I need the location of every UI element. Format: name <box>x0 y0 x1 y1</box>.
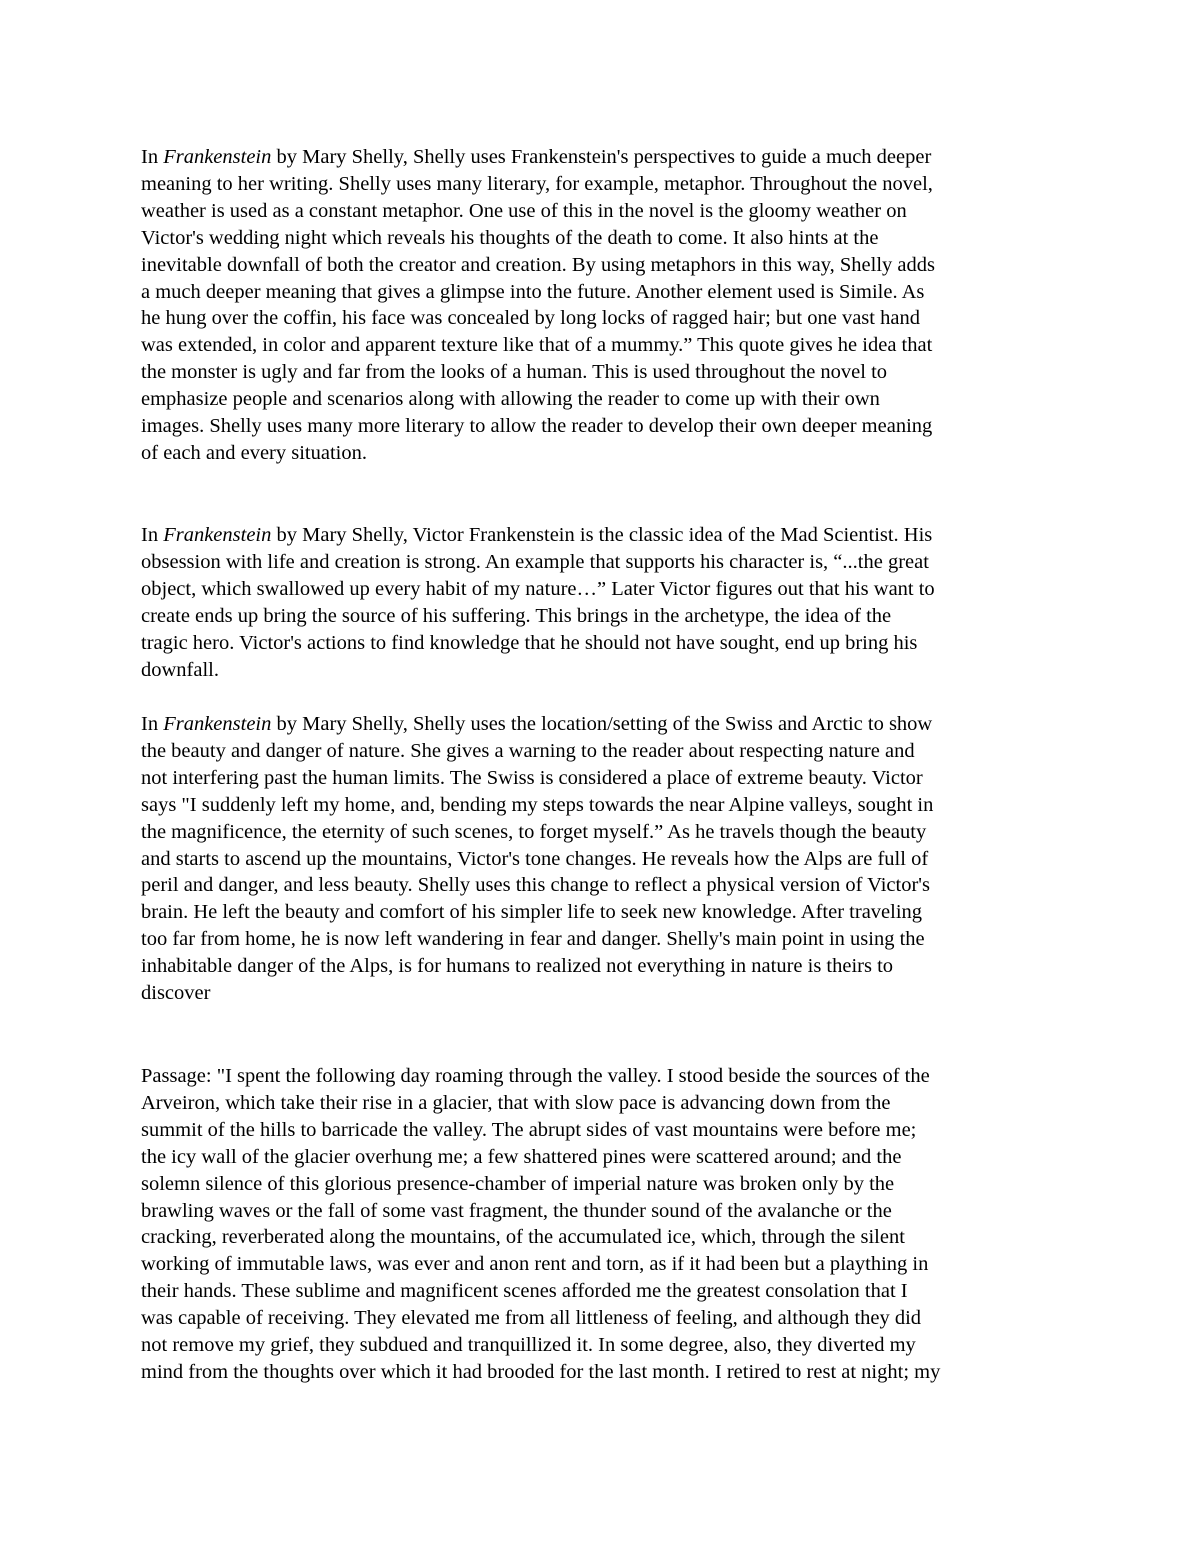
book-title: Frankenstein <box>163 146 272 168</box>
text-line: images. Shelly uses many more literary to allow the reader to develop their own deeper meaning <box>141 415 933 438</box>
text-line: tragic hero. Victor's actions to find knowledge that he should not have sought, end up bring his <box>141 631 918 654</box>
lead-text: In <box>141 146 164 168</box>
text-line: was capable of receiving. They elevated me from all littleness of feeling, and although they did <box>141 1307 922 1330</box>
text-line: not remove my grief, they subdued and tranquillized it. In some degree, also, they diverted my <box>141 1334 916 1357</box>
line-text: by Mary Shelly, Shelly uses Frankenstein's perspectives to guide a much deeper <box>271 146 932 168</box>
text-line: Passage: "I spent the following day roaming through the valley. I stood beside the sources of the <box>141 1065 930 1087</box>
text-line: meaning to her writing. Shelly uses many literary, for example, metaphor. Throughout the novel, <box>141 172 933 195</box>
text-line: downfall. <box>141 658 219 681</box>
text-line: create ends up bring the source of his suffering. This brings in the archetype, the idea of the <box>141 604 892 627</box>
text-line: Arveiron, which take their rise in a glacier, that with slow pace is advancing down from the <box>141 1091 891 1114</box>
text-line: emphasize people and scenarios along with allowing the reader to come up with their own <box>141 388 880 411</box>
text-line: cracking, reverberated along the mountains, of the accumulated ice, which, through the silent <box>141 1226 905 1249</box>
text-line: of each and every situation. <box>141 441 367 464</box>
text-line: he hung over the coffin, his face was concealed by long locks of ragged hair; but one vast hand <box>141 307 920 330</box>
text-line: the icy wall of the glacier overhung me; a few shattered pines were scattered around; and the <box>141 1145 902 1168</box>
text-line: and starts to ascend up the mountains, Victor's tone changes. He reveals how the Alps are full of <box>141 847 929 870</box>
paragraph-passage <box>141 1063 1053 1386</box>
text-line: the magnificence, the eternity of such scenes, to forget myself.” As he travels though the beauty <box>141 820 927 843</box>
text-line: peril and danger, and less beauty. Shelly uses this change to reflect a physical version of Victor's <box>141 874 930 897</box>
line-text: by Mary Shelly, Shelly uses the location/setting of the Swiss and Arctic to show <box>271 713 933 735</box>
text-line: obsession with life and creation is strong. An example that supports his character is, “...the great <box>141 550 929 573</box>
text-line: was extended, in color and apparent texture like that of a mummy.” This quote gives he idea that <box>141 334 933 357</box>
text-line: the beauty and danger of nature. She gives a warning to the reader about respecting nature and <box>141 739 915 762</box>
text-line <box>141 711 1053 738</box>
text-line <box>141 522 1053 549</box>
text-line: working of immutable laws, was ever and anon rent and torn, as if it had been but a plaything in <box>141 1253 929 1276</box>
paragraph-metaphor <box>141 144 1053 467</box>
text-line: object, which swallowed up every habit of my nature…” Later Victor figures out that his want to <box>141 577 935 600</box>
text-line <box>141 144 1053 171</box>
text-line: discover <box>141 982 211 1005</box>
text-line: a much deeper meaning that gives a glimpse into the future. Another element used is Simile. As <box>141 280 925 303</box>
text-line: Victor's wedding night which reveals his thoughts of the death to come. It also hints at the <box>141 226 879 249</box>
book-title: Frankenstein <box>163 713 272 735</box>
text-line: the monster is ugly and far from the looks of a human. This is used throughout the novel to <box>141 361 888 384</box>
line-text: by Mary Shelly, Victor Frankenstein is the classic idea of the Mad Scientist. His <box>271 524 933 546</box>
lead-text: In <box>141 524 164 546</box>
paragraph-setting <box>141 711 1053 1007</box>
text-line: weather is used as a constant metaphor. One use of this in the novel is the gloomy weather on <box>141 199 907 222</box>
book-title: Frankenstein <box>163 524 272 546</box>
text-line: brawling waves or the fall of some vast fragment, the thunder sound of the avalanche or the <box>141 1199 892 1222</box>
text-line: brain. He left the beauty and comfort of his simpler life to seek new knowledge. After traveling <box>141 901 923 924</box>
paragraph-mad-scientist <box>141 522 1053 683</box>
text-line: solemn silence of this glorious presence-chamber of imperial nature was broken only by the <box>141 1172 895 1195</box>
text-line: mind from the thoughts over which it had brooded for the last month. I retired to rest at night; my <box>141 1360 941 1383</box>
text-line: inhabitable danger of the Alps, is for humans to realized not everything in nature is theirs to <box>141 955 894 978</box>
text-line: not interfering past the human limits. The Swiss is considered a place of extreme beauty. Victor <box>141 766 923 789</box>
text-line: summit of the hills to barricade the valley. The abrupt sides of vast mountains were before me; <box>141 1118 917 1141</box>
text-line: says "I suddenly left my home, and, bending my steps towards the near Alpine valleys, sought in <box>141 793 934 816</box>
text-line: too far from home, he is now left wandering in fear and danger. Shelly's main point in using the <box>141 928 925 951</box>
text-line: their hands. These sublime and magnificent scenes afforded me the greatest consolation that I <box>141 1280 908 1303</box>
text-line: inevitable downfall of both the creator and creation. By using metaphors in this way, Shelly adds <box>141 253 935 276</box>
lead-text: In <box>141 713 164 735</box>
